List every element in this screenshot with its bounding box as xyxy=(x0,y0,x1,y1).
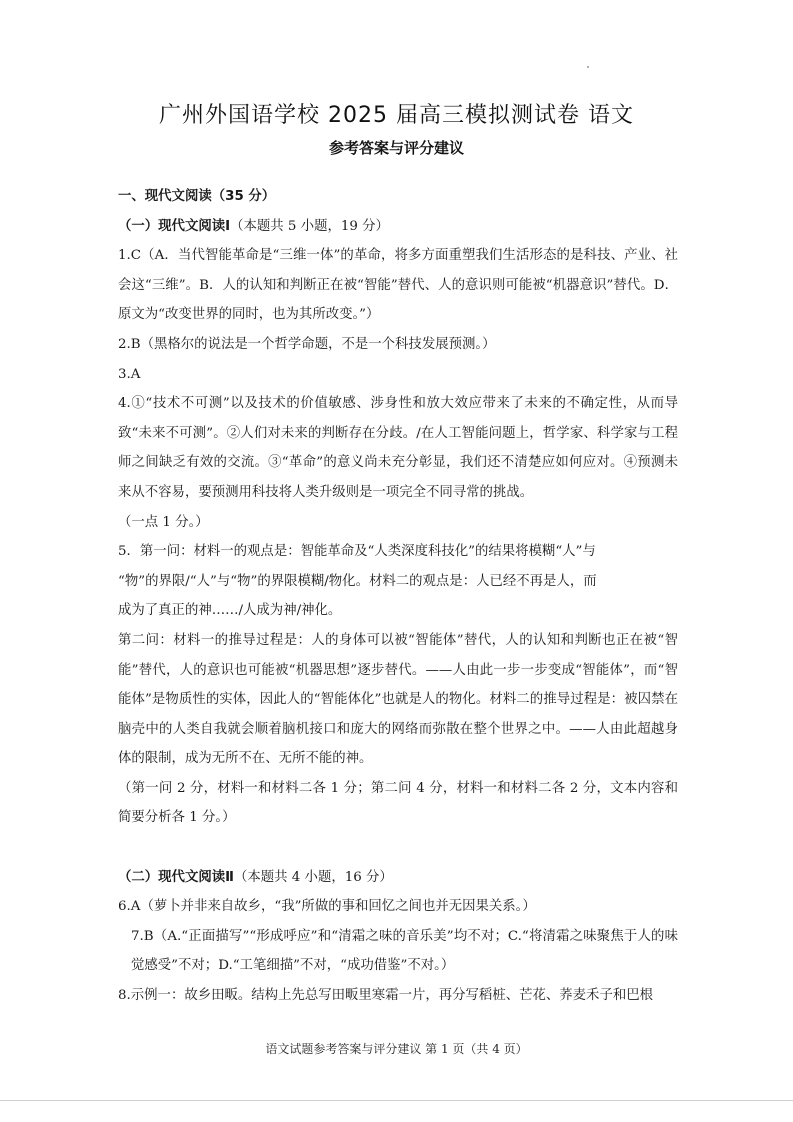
subsection-heading-2 xyxy=(118,863,678,893)
answer-q4-score: （一点 1 分。） xyxy=(118,514,209,530)
answer-q5-line1: 5．第一问：材料一的观点是：智能革命及“人类深度科技化”的结果将模糊“人”与 xyxy=(118,544,596,560)
scan-speck xyxy=(587,66,589,68)
subsection-note: （本题共 5 小题，19 分） xyxy=(230,218,389,234)
answer-q5-score: （第一问 2 分，材料一和材料二各 1 分；第二问 4 分，材料一和材料二各 2 分，文本内容和简要分析各 1 分。） xyxy=(118,780,678,826)
subsection-title: （二）现代文阅读Ⅱ xyxy=(118,869,234,885)
answer-q5-line2: “物”的界限/“人”与“物”的界限模糊/物化。材料二的观点是：人已经不再是人，而 xyxy=(118,573,597,589)
section-heading: 一、现代文阅读（35 分） xyxy=(118,189,276,204)
answer-body xyxy=(118,182,678,1011)
subsection-note: （本题共 4 小题，16 分） xyxy=(233,869,393,885)
subsection-heading-1 xyxy=(118,212,678,242)
bottom-divider xyxy=(0,1100,793,1101)
answer-q8: 8.示例一：故乡田畈。结构上先总写田畈里寒霜一片，再分写稻桩、芒花、荞麦禾子和巴根 xyxy=(118,988,654,1004)
page-subtitle: 参考答案与评分建议 xyxy=(328,139,464,157)
answer-q7: 7.B（A.“正面描写”“形成呼应”和“清霜之味的音乐美”均不对；C.“将清霜之味聚焦于人的味觉感受”不对；D.“工笔细描”不对，“成功借鉴”不对。） xyxy=(131,928,678,974)
answer-q6: 6.A（萝卜并非来自故乡，“我”所做的事和回忆之间也并无因果关系。） xyxy=(118,899,536,915)
subsection-title: （一）现代文阅读Ⅰ xyxy=(118,218,231,234)
answer-q5-part2: 第二问：材料一的推导过程是：人的身体可以被“智能体”替代，人的认知和判断也正在被“智能”替代，人的意识也可能被“机器思想”逐步替代。——人由此一步一步变成“智能体”，而“智能体”是物质性的实体，因此人的“智能体化”也就是人的物化。材料二的推导过程是：被囚禁在脑壳中的人类自我就会顺着脑机接口和庞大的网络而弥散在整个世界之中。——人由此超越身体的限制，成为无所不在、无所不能的神。 xyxy=(118,632,678,767)
spacer xyxy=(118,833,678,863)
page-title: 广州外国语学校 2025 届高三模拟测试卷 语文 xyxy=(159,103,634,128)
answer-q4: 4.①“技术不可测”以及技术的价值敏感、涉身性和放大效应带来了未来的不确定性，从而导致“未来不可测”。②人们对未来的判断存在分歧。/在人工智能问题上，哲学家、科学家与工程师之间缺乏有效的交流。③“革命”的意义尚未充分彰显，我们还不清楚应如何应对。④预测未来从不容易，要预测用科技将人类升级则是一项完全不同寻常的挑战。 xyxy=(118,396,678,500)
answer-q3: 3.A xyxy=(118,366,141,382)
page-footer: 语文试题参考答案与评分建议 第 1 页（共 4 页） xyxy=(265,1042,528,1056)
answer-q2: 2.B（黑格尔的说法是一个哲学命题，不是一个科技发展预测。） xyxy=(118,336,496,352)
answer-q1: 1.C（A．当代智能革命是“三维一体”的革命，将多方面重塑我们生活形态的是科技、产业、社会这“三维”。B．人的认知和判断正在被“智能”替代、人的意识则可能被“机器意识”替代。D．原文为“改变世界的同时，也为其所改变。”） xyxy=(118,248,678,323)
answer-q5-line3: 成为了真正的神……/人成为神/神化。 xyxy=(118,603,342,619)
